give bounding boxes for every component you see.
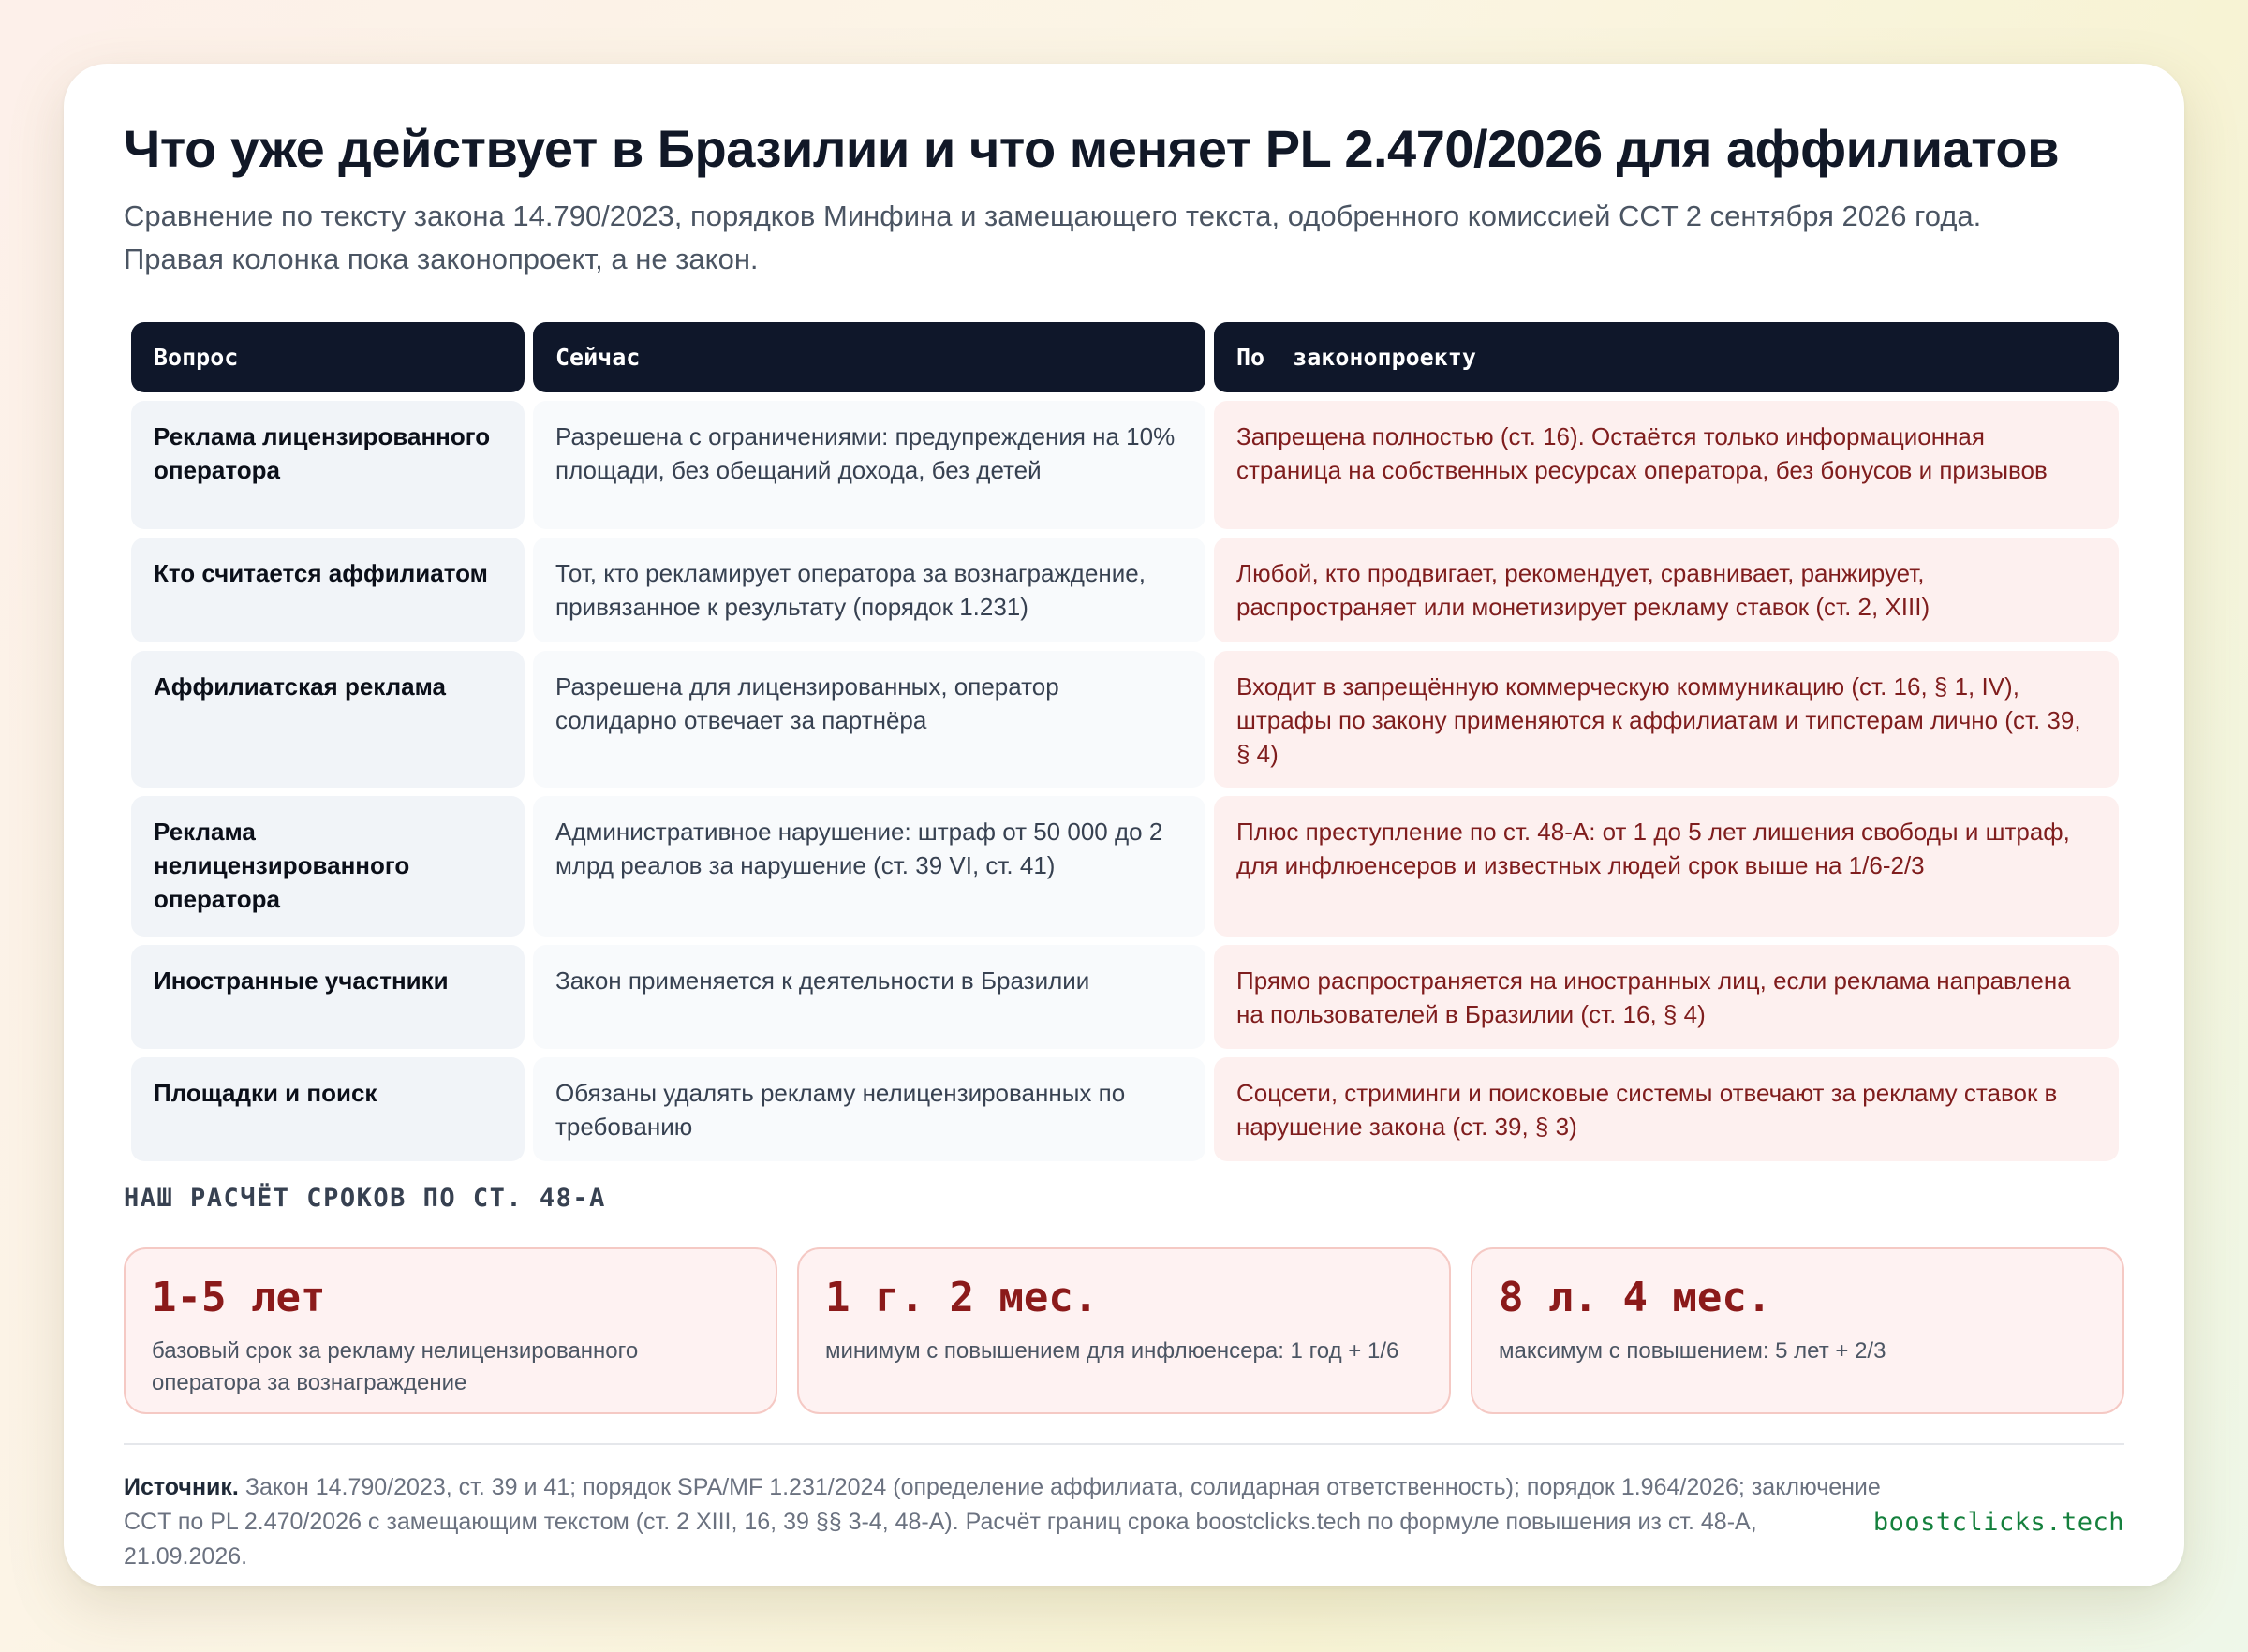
row-question: Реклама лицензированного оператора xyxy=(131,401,525,529)
stat-card-minimum xyxy=(797,1247,1451,1414)
row-bill: Любой, кто продвигает, рекомендует, сравнивает, ранжирует, распространяет или монетизирует рекламу ставок (ст. 2, XIII) xyxy=(1214,538,2119,642)
row-now: Разрешена для лицензированных, оператор солидарно отвечает за партнёра xyxy=(533,651,1205,788)
row-bill: Входит в запрещённую коммерческую коммуникацию (ст. 16, § 1, IV), штрафы по закону применяются к аффилиатам и типстерам лично (ст. 39, § 4) xyxy=(1214,651,2119,788)
stat-value: 8 л. 4 мес. xyxy=(1499,1274,1772,1321)
row-question: Площадки и поиск xyxy=(131,1057,525,1161)
row-question: Кто считается аффилиатом xyxy=(131,538,525,642)
stat-card-base-term xyxy=(124,1247,777,1414)
infographic-card xyxy=(64,64,2184,1586)
brand-link[interactable]: boostclicks.tech xyxy=(1872,1508,2124,1537)
row-now: Закон применяется к деятельности в Бразилии xyxy=(533,945,1205,1049)
row-bill: Запрещена полностью (ст. 16). Остаётся только информационная страница на собственных ресурсах оператора, без бонусов и призывов xyxy=(1214,401,2119,529)
source-note xyxy=(124,1470,1885,1574)
row-question: Иностранные участники xyxy=(131,945,525,1049)
comparison-table xyxy=(131,322,2119,1161)
footer-divider xyxy=(124,1443,2124,1445)
row-question: Аффилиатская реклама xyxy=(131,651,525,788)
page-title: Что уже действует в Бразилии и что меняет PL 2.470/2026 для аффилиатов xyxy=(124,119,2060,178)
stat-value: 1-5 лет xyxy=(152,1274,326,1321)
row-bill: Соцсети, стриминги и поисковые системы отвечают за рекламу ставок в нарушение закона (ст. 39, § 3) xyxy=(1214,1057,2119,1161)
page-subtitle: Сравнение по тексту закона 14.790/2023, порядков Минфина и замещающего текста, одобренного комиссией CCT 2 сентября 2026 года. Правая колонка пока законопроект, а не закон. xyxy=(124,199,1982,275)
source-label: Источник. xyxy=(124,1474,239,1500)
row-now: Тот, кто рекламирует оператора за вознаграждение, привязанное к результату (порядок 1.231) xyxy=(533,538,1205,642)
row-bill: Плюс преступление по ст. 48-A: от 1 до 5 лет лишения свободы и штраф, для инфлюенсеров и известных людей срок выше на 1/6-2/3 xyxy=(1214,796,2119,937)
row-now: Разрешена с ограничениями: предупреждения на 10% площади, без обещаний дохода, без детей xyxy=(533,401,1205,529)
table-header-bill: По законопроекту xyxy=(1214,322,2119,392)
row-now: Административное нарушение: штраф от 50 000 до 2 млрд реалов за нарушение (ст. 39 VI, ст. 41) xyxy=(533,796,1205,937)
stat-card-maximum xyxy=(1471,1247,2124,1414)
table-header-question: Вопрос xyxy=(131,322,525,392)
stats-row xyxy=(124,1247,2124,1414)
source-text: Закон 14.790/2023, ст. 39 и 41; порядок SPA/MF 1.231/2024 (определение аффилиата, солидарная ответственность); порядок 1.964/2026; заключение CCT по PL 2.470/2026 с замещающим текстом (ст. 2 XIII, 16, 39 §§ 3-4, 48-A). Расчёт границ срока boostclicks.tech по формуле повышения из ст. 48-A, 21.09.2026. xyxy=(124,1474,1881,1570)
stat-description: максимум с повышением: 5 лет + 2/3 xyxy=(1499,1338,1886,1364)
stat-description: базовый срок за рекламу нелицензированного оператора за вознаграждение xyxy=(152,1338,639,1395)
table-header-now: Сейчас xyxy=(533,322,1205,392)
row-now: Обязаны удалять рекламу нелицензированных по требованию xyxy=(533,1057,1205,1161)
stat-value: 1 г. 2 мес. xyxy=(825,1274,1099,1321)
row-question: Реклама нелицензированного оператора xyxy=(131,796,525,937)
stat-description: минимум с повышением для инфлюенсера: 1 год + 1/6 xyxy=(825,1338,1399,1364)
row-bill: Прямо распространяется на иностранных лиц, если реклама направлена на пользователей в Бразилии (ст. 16, § 4) xyxy=(1214,945,2119,1049)
section-label: НАШ РАСЧЁТ СРОКОВ ПО СТ. 48-A xyxy=(124,1184,606,1213)
